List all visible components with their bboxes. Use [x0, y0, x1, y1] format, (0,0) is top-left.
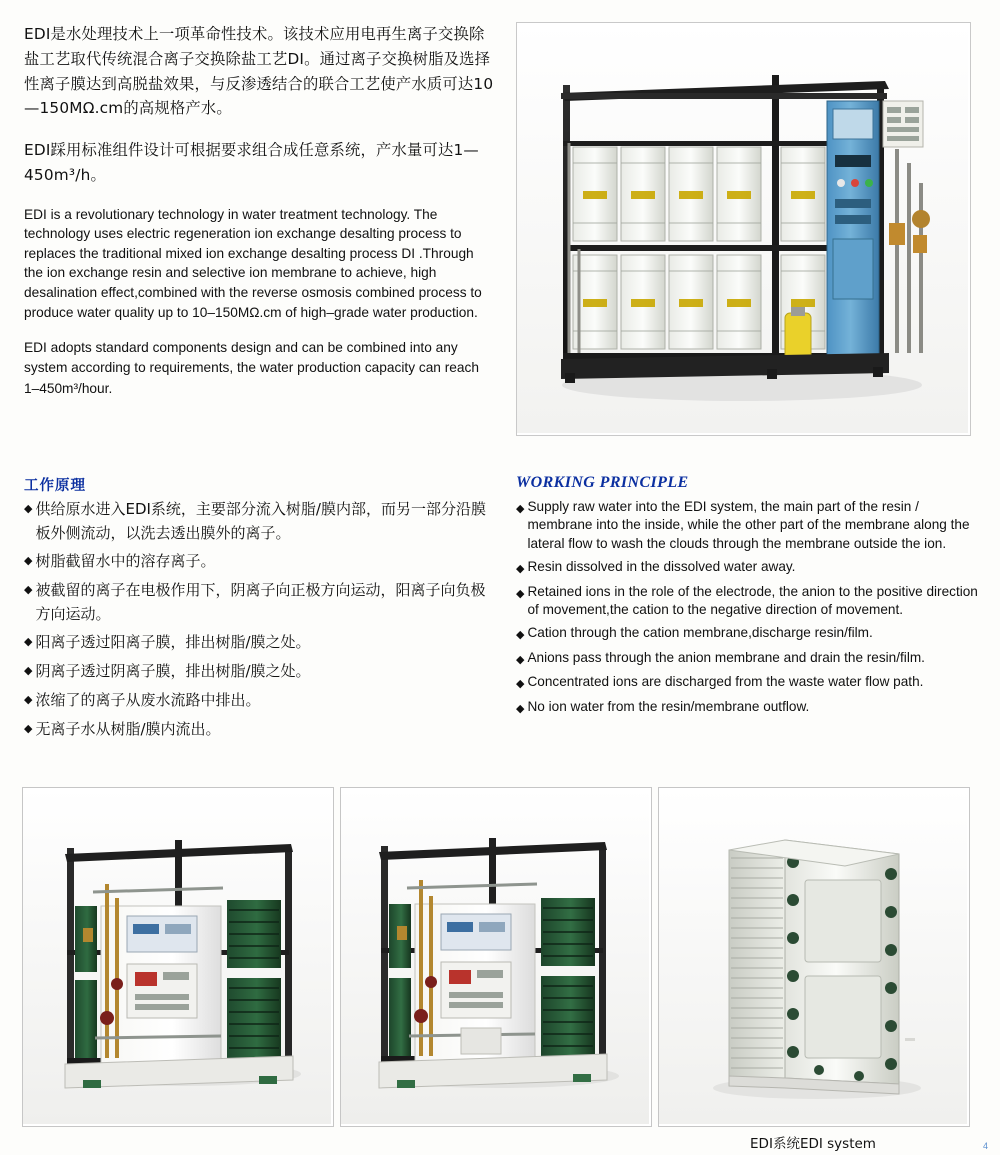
principle-list-en — [516, 498, 986, 722]
list-item-label: No ion water from the resin/membrane outflow. — [527, 698, 810, 714]
diamond-icon: ◆ — [516, 629, 525, 642]
photo-gallery — [0, 787, 1000, 1127]
list-item-label: 阴离子透过阴离子膜，排出树脂/膜之处。 — [35, 662, 311, 681]
diamond-icon: ◆ — [516, 503, 525, 515]
diamond-icon: ◆ — [24, 584, 33, 597]
diamond-icon: ◆ — [24, 503, 33, 515]
page-number: 4 — [982, 1141, 988, 1151]
list-item — [516, 498, 986, 553]
list-item — [516, 698, 986, 718]
list-item — [24, 498, 492, 545]
list-item — [24, 631, 492, 655]
list-item — [24, 550, 492, 574]
list-item-label: 供给原水进入EDI系统，主要部分流入树脂/膜内部，而另一部分沿膜板外侧流动，以洗去透出膜外的离子。 — [35, 500, 486, 542]
list-item-label: 无离子水从树脂/膜内流出。 — [35, 719, 221, 738]
diamond-icon: ◆ — [24, 693, 33, 706]
list-item — [516, 649, 986, 669]
list-item-label: Concentrated ions are discharged from the waste water flow path. — [527, 674, 924, 690]
intro-paragraph-en-1: EDI is a revolutionary technology in water treatment technology. The technology uses electric regeneration ion exchange desalting process to replaces the traditional mixed ion exchange desalting process DI .Through the ion exchange resin and selective ion membrane to achieve, high desalination effect,combined with the reverse osmosis combined process to produce water quality up to 10–150MΩ.cm of high–grade water production. — [24, 206, 482, 320]
diamond-icon: ◆ — [516, 678, 525, 691]
diamond-icon: ◆ — [24, 555, 33, 568]
edi-main-photo-image — [517, 23, 970, 435]
list-item-label: 阳离子透过阳离子膜，排出树脂/膜之处。 — [35, 633, 311, 652]
list-item — [516, 624, 986, 644]
list-item-label: Cation through the cation membrane,discharge resin/film. — [527, 625, 873, 641]
diamond-icon: ◆ — [516, 653, 525, 666]
list-item-label: Anions pass through the anion membrane and drain the resin/film. — [527, 649, 925, 665]
edi-main-photo — [516, 22, 971, 436]
edi-system-photo-left — [22, 787, 334, 1127]
list-item — [24, 660, 492, 684]
diamond-icon: ◆ — [24, 722, 33, 735]
section-heading-cn: 工作原理 — [24, 478, 86, 494]
diamond-icon: ◆ — [24, 636, 33, 649]
intro-section — [0, 0, 1000, 455]
intro-paragraph-cn-1: EDI是水处理技术上一项革命性技术。该技术应用电再生离子交换除盐工艺取代传统混合离子交换除盐工艺DI。通过离子交换树脂及选择性离子膜达到高脱盐效果，与反渗透结合的联合工艺使产水质可达10—150MΩ.cm的高规格产水。 — [24, 25, 494, 118]
gallery-caption: EDI系统EDI system — [750, 1136, 876, 1152]
list-item — [516, 673, 986, 693]
list-item-label: 树脂截留水中的溶存离子。 — [35, 552, 216, 571]
list-item-label: 浓缩了的离子从废水流路中排出。 — [35, 690, 261, 709]
list-item-label: 被截留的离子在电极作用下，阴离子向正极方向运动，阳离子向负极方向运动。 — [35, 581, 486, 623]
edi-system-photo-middle — [340, 787, 652, 1127]
section-heading-en: WORKING PRINCIPLE — [516, 474, 689, 491]
list-item — [24, 689, 492, 713]
intro-text-block — [24, 22, 494, 415]
diamond-icon: ◆ — [24, 665, 33, 678]
list-item — [516, 558, 986, 578]
list-item — [24, 579, 492, 626]
list-item-label: Retained ions in the role of the electrode, the anion to the positive direction of movement,the cation to the negative direction of movement. — [527, 583, 978, 617]
list-item — [516, 583, 986, 620]
working-principle-section — [0, 465, 1000, 765]
list-item — [24, 718, 492, 742]
diamond-icon: ◆ — [516, 587, 525, 600]
intro-paragraph-en-2: EDI adopts standard components design and can be combined into any system according to requirements, the water production capacity can reach 1–450m³/hour. — [24, 340, 479, 396]
diamond-icon: ◆ — [516, 702, 525, 715]
principle-list-cn — [24, 498, 492, 746]
edi-module-photo-right — [658, 787, 970, 1127]
list-item-label: Resin dissolved in the dissolved water away. — [527, 559, 796, 575]
list-item-label: Supply raw water into the EDI system, the main part of the resin / membrane into the inside, while the other part of the membrane along the lateral flow to wash the clouds through the membrane outside the ion. — [527, 499, 970, 551]
intro-paragraph-cn-2: EDI踩用标准组件设计可根据要求组合成任意系统，产水量可达1—450m³/h。 — [24, 141, 479, 184]
diamond-icon: ◆ — [516, 563, 525, 576]
